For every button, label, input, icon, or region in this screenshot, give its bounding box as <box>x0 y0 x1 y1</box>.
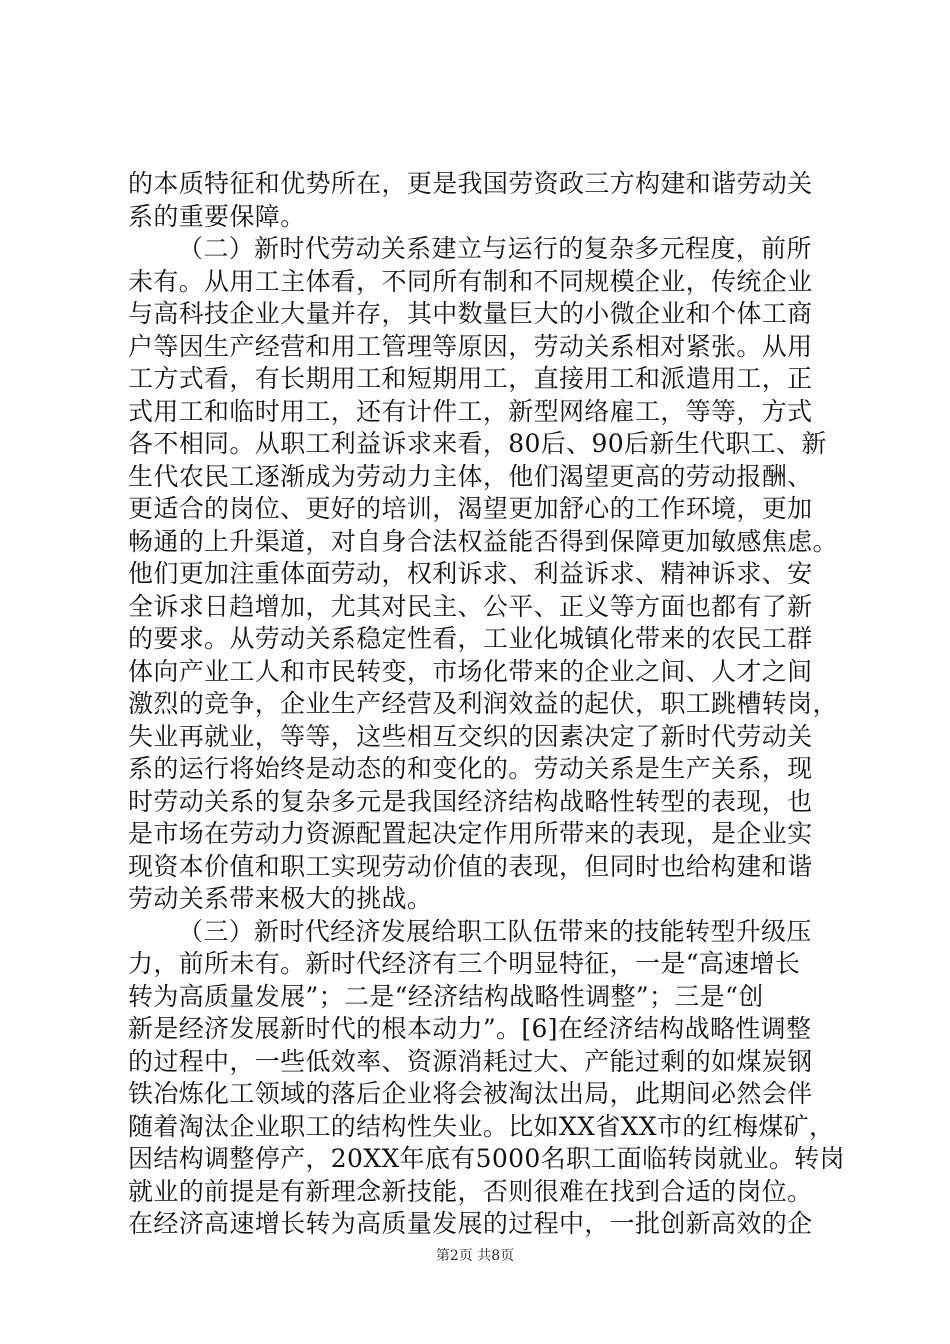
page-number-label: 第2页 共8页 <box>435 1248 515 1264</box>
text-line: 畅通的上升渠道，对自身合法权益能否得到保障更加敏感焦虑。 <box>128 526 838 556</box>
page-footer <box>0 1247 950 1265</box>
text-line: 激烈的竞争，企业生产经营及利润效益的起伏，职工跳槽转岗， <box>128 689 838 718</box>
text-line: 现资本价值和职工实现劳动价值的表现，但同时也给构建和谐 <box>128 851 813 881</box>
text-line: 铁冶炼化工领域的落后企业将会被淘汰出局，此期间必然会伴 <box>128 1079 813 1108</box>
text-line: 与高科技企业大量并存，其中数量巨大的小微企业和个体工商 <box>128 299 813 328</box>
text-line: 因结构调整停产，20XX年底有5000名职工面临转岗就业。转岗 <box>128 1144 845 1173</box>
text-line: 未有。从用工主体看，不同所有制和不同规模企业，传统企业 <box>128 266 813 296</box>
text-line: 他们更加注重体面劳动，权利诉求、利益诉求、精神诉求、安 <box>128 559 813 588</box>
text-line: 力，前所未有。新时代经济有三个明显特征，一是“高速增长 <box>128 949 801 978</box>
document-body <box>128 168 845 1241</box>
text-line: 转为高质量发展”；二是“经济结构战略性调整”；三是“创 <box>128 981 764 1011</box>
text-line: 在经济高速增长转为高质量发展的过程中，一批创新高效的企 <box>128 1209 813 1238</box>
text-line: 系的运行将始终是动态的和变化的。劳动关系是生产关系，现 <box>128 754 813 783</box>
text-line: 的过程中，一些低效率、资源消耗过大、产能过剩的如煤炭钢 <box>128 1046 813 1076</box>
text-line: 工方式看，有长期用工和短期用工，直接用工和派遣用工，正 <box>128 364 813 393</box>
text-line: 失业再就业，等等，这些相互交织的因素决定了新时代劳动关 <box>128 721 813 751</box>
text-line: 的本质特征和优势所在，更是我国劳资政三方构建和谐劳动关 <box>128 169 813 198</box>
text-line: 体向产业工人和市民转变，市场化带来的企业之间、人才之间 <box>128 656 813 686</box>
text-line: 系的重要保障。 <box>128 201 306 231</box>
text-line: 户等因生产经营和用工管理等原因，劳动关系相对紧张。从用 <box>128 331 813 361</box>
text-line: 随着淘汰企业职工的结构性失业。比如XX省XX市的红梅煤矿， <box>128 1111 835 1141</box>
text-line: 更适合的岗位、更好的培训，渴望更加舒心的工作环境，更加 <box>128 494 813 523</box>
paragraph-start-line: （二）新时代劳动关系建立与运行的复杂多元程度，前所 <box>178 234 812 263</box>
text-line: 的要求。从劳动关系稳定性看，工业化城镇化带来的农民工群 <box>128 624 813 653</box>
text-line: 生代农民工逐渐成为劳动力主体，他们渴望更高的劳动报酬、 <box>128 461 813 491</box>
paragraph-start-line: （三）新时代经济发展给职工队伍带来的技能转型升级压 <box>178 916 812 946</box>
text-line: 全诉求日趋增加，尤其对民主、公平、正义等方面也都有了新 <box>128 591 813 621</box>
text-line: 是市场在劳动力资源配置起决定作用所带来的表现，是企业实 <box>128 819 813 848</box>
text-line: 劳动关系带来极大的挑战。 <box>128 884 433 913</box>
text-line: 式用工和临时用工，还有计件工，新型网络雇工，等等，方式 <box>128 396 813 426</box>
text-line: 时劳动关系的复杂多元是我国经济结构战略性转型的表现，也 <box>128 786 813 816</box>
text-line: 就业的前提是有新理念新技能，否则很难在找到合适的岗位。 <box>128 1176 813 1206</box>
text-line: 各不相同。从职工利益诉求来看，80后、90后新生代职工、新 <box>128 429 827 458</box>
text-line: 新是经济发展新时代的根本动力”。[6]在经济结构战略性调整 <box>128 1014 812 1043</box>
